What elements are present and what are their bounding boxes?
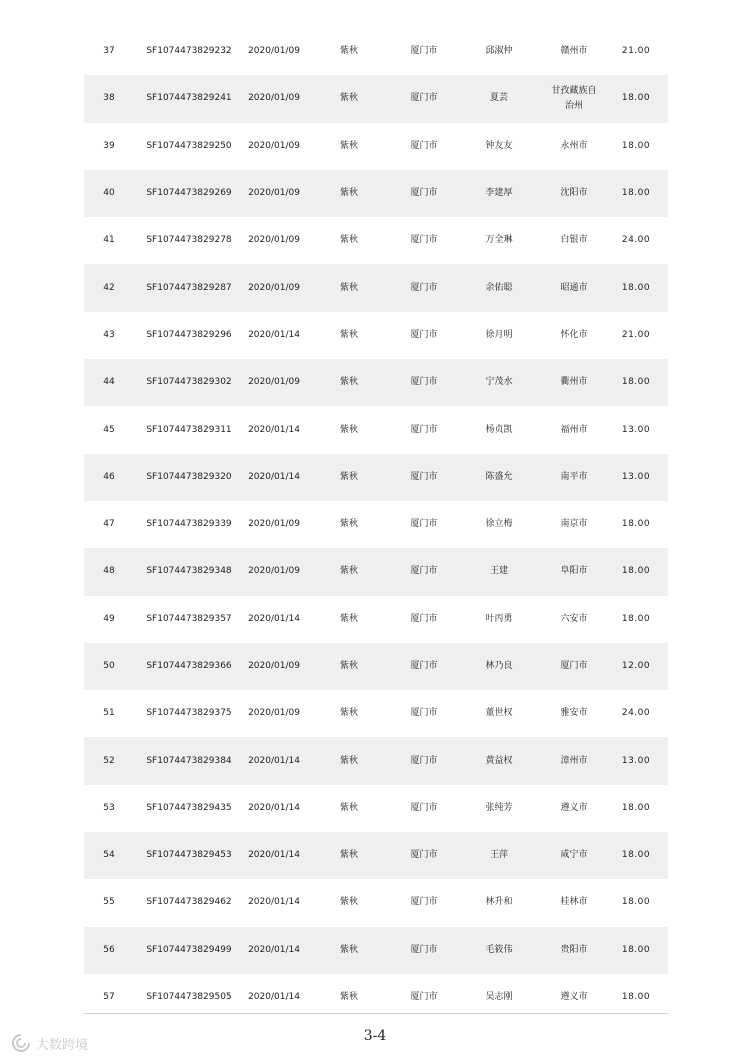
cell-recipient: 林升和 xyxy=(485,897,513,908)
cell-recipient: 黄益权 xyxy=(454,737,544,784)
cell-row-number: 53 xyxy=(103,802,115,813)
cell-amount: 13.00 xyxy=(604,737,668,784)
cell-tracking-number: SF1074473829384 xyxy=(134,737,244,784)
cell-destination-city: 沈阳市 xyxy=(544,170,604,217)
cell-tracking-number: SF1074473829375 xyxy=(146,708,232,719)
cell-origin-city: 厦门市 xyxy=(410,424,438,435)
table-row xyxy=(84,643,668,690)
cell-origin-city: 厦门市 xyxy=(410,140,438,151)
cell-amount: 18.00 xyxy=(621,802,651,813)
cell-ship-date: 2020/01/14 xyxy=(248,613,300,624)
cell-amount: 18.00 xyxy=(604,359,668,406)
cell-ship-date: 2020/01/09 xyxy=(244,359,304,406)
cell-amount: 13.00 xyxy=(621,424,651,435)
table-row xyxy=(84,879,668,926)
table-row xyxy=(84,454,668,501)
cell-origin-city: 厦门市 xyxy=(394,75,454,122)
cell-tracking-number: SF1074473829232 xyxy=(146,46,232,57)
cell-ship-date: 2020/01/09 xyxy=(244,170,304,217)
cell-origin-city: 厦门市 xyxy=(410,329,438,340)
cell-destination-city: 南京市 xyxy=(560,519,588,530)
cell-recipient: 张纯芳 xyxy=(485,802,513,813)
cell-recipient: 毛筱伟 xyxy=(454,927,544,974)
cell-origin-city: 厦门市 xyxy=(410,708,438,719)
cell-destination-city: 怀化市 xyxy=(560,329,588,340)
cell-destination-city: 南平市 xyxy=(544,454,604,501)
cell-origin-city: 厦门市 xyxy=(410,802,438,813)
watermark xyxy=(10,1032,88,1054)
cell-ship-date: 2020/01/09 xyxy=(248,519,300,530)
table-row xyxy=(84,264,668,311)
shipment-table-body xyxy=(84,28,668,1021)
cell-amount: 24.00 xyxy=(621,235,651,246)
cell-origin-city: 厦门市 xyxy=(394,170,454,217)
table-row xyxy=(84,123,668,170)
cell-ship-date: 2020/01/09 xyxy=(244,264,304,311)
cell-amount: 18.00 xyxy=(621,519,651,530)
table-row xyxy=(84,406,668,453)
cell-row-number: 56 xyxy=(84,927,134,974)
cell-recipient: 李建厚 xyxy=(454,170,544,217)
cell-ship-date: 2020/01/09 xyxy=(244,643,304,690)
cell-ship-date: 2020/01/14 xyxy=(244,927,304,974)
table-row xyxy=(84,359,668,406)
table-row xyxy=(84,927,668,974)
watermark-logo-icon xyxy=(10,1032,32,1054)
cell-sender: 紫秋 xyxy=(304,454,394,501)
cell-recipient: 林乃良 xyxy=(454,643,544,690)
cell-origin-city: 厦门市 xyxy=(394,454,454,501)
cell-destination-city: 永州市 xyxy=(560,140,588,151)
cell-row-number: 40 xyxy=(84,170,134,217)
cell-sender: 紫秋 xyxy=(304,927,394,974)
cell-origin-city: 厦门市 xyxy=(394,927,454,974)
cell-amount: 18.00 xyxy=(604,832,668,879)
table-row xyxy=(84,501,668,548)
cell-tracking-number: SF1074473829250 xyxy=(146,140,232,151)
cell-recipient: 邱淑仲 xyxy=(485,46,513,57)
cell-row-number: 42 xyxy=(84,264,134,311)
cell-sender: 紫秋 xyxy=(304,548,394,595)
cell-sender: 紫秋 xyxy=(339,708,358,719)
cell-destination-city: 咸宁市 xyxy=(544,832,604,879)
table-row xyxy=(84,832,668,879)
cell-origin-city: 厦门市 xyxy=(394,548,454,595)
cell-ship-date: 2020/01/14 xyxy=(244,737,304,784)
cell-recipient: 徐立梅 xyxy=(485,519,513,530)
table-bottom-rule xyxy=(84,1013,668,1014)
cell-origin-city: 厦门市 xyxy=(394,832,454,879)
cell-destination-city: 赣州市 xyxy=(560,46,588,57)
cell-destination-city: 遵义市 xyxy=(560,992,588,1003)
cell-tracking-number: SF1074473829453 xyxy=(134,832,244,879)
cell-tracking-number: SF1074473829366 xyxy=(134,643,244,690)
cell-ship-date: 2020/01/14 xyxy=(248,802,300,813)
cell-destination-city: 白银市 xyxy=(560,235,588,246)
cell-tracking-number: SF1074473829269 xyxy=(134,170,244,217)
cell-tracking-number: SF1074473829278 xyxy=(146,235,232,246)
cell-ship-date: 2020/01/09 xyxy=(244,75,304,122)
cell-sender: 紫秋 xyxy=(304,643,394,690)
cell-row-number: 45 xyxy=(103,424,115,435)
cell-recipient: 吴志刚 xyxy=(485,992,513,1003)
table-row xyxy=(84,548,668,595)
cell-row-number: 52 xyxy=(84,737,134,784)
cell-row-number: 50 xyxy=(84,643,134,690)
cell-origin-city: 厦门市 xyxy=(394,359,454,406)
cell-sender: 紫秋 xyxy=(339,46,358,57)
cell-amount: 18.00 xyxy=(621,613,651,624)
cell-destination-city: 遵义市 xyxy=(560,802,588,813)
cell-destination-city: 雅安市 xyxy=(560,708,588,719)
cell-destination-city: 甘孜藏族自治州 xyxy=(544,75,604,122)
cell-row-number: 49 xyxy=(103,613,115,624)
cell-destination-city: 衢州市 xyxy=(544,359,604,406)
cell-recipient: 钟友友 xyxy=(485,140,513,151)
cell-amount: 24.00 xyxy=(621,708,651,719)
cell-sender: 紫秋 xyxy=(339,424,358,435)
cell-sender: 紫秋 xyxy=(339,235,358,246)
cell-recipient: 余佑聪 xyxy=(454,264,544,311)
cell-row-number: 57 xyxy=(103,992,115,1003)
cell-amount: 18.00 xyxy=(604,548,668,595)
cell-ship-date: 2020/01/14 xyxy=(248,424,300,435)
cell-row-number: 48 xyxy=(84,548,134,595)
cell-destination-city: 阜阳市 xyxy=(544,548,604,595)
cell-amount: 13.00 xyxy=(604,454,668,501)
cell-origin-city: 厦门市 xyxy=(394,264,454,311)
cell-tracking-number: SF1074473829348 xyxy=(134,548,244,595)
cell-recipient: 王建 xyxy=(454,548,544,595)
cell-destination-city: 贵阳市 xyxy=(544,927,604,974)
cell-row-number: 41 xyxy=(103,235,115,246)
cell-origin-city: 厦门市 xyxy=(410,992,438,1003)
table-row xyxy=(84,596,668,643)
cell-row-number: 38 xyxy=(84,75,134,122)
cell-tracking-number: SF1074473829241 xyxy=(134,75,244,122)
table-row xyxy=(84,974,668,1021)
table-row xyxy=(84,28,668,75)
cell-ship-date: 2020/01/09 xyxy=(248,235,300,246)
cell-tracking-number: SF1074473829311 xyxy=(146,424,232,435)
cell-sender: 紫秋 xyxy=(304,832,394,879)
cell-destination-city: 六安市 xyxy=(560,613,588,624)
cell-ship-date: 2020/01/09 xyxy=(248,46,300,57)
cell-tracking-number: SF1074473829296 xyxy=(146,329,232,340)
cell-row-number: 46 xyxy=(84,454,134,501)
cell-recipient: 万全琳 xyxy=(485,235,513,246)
cell-tracking-number: SF1074473829435 xyxy=(146,802,232,813)
cell-row-number: 44 xyxy=(84,359,134,406)
cell-tracking-number: SF1074473829499 xyxy=(134,927,244,974)
cell-sender: 紫秋 xyxy=(304,170,394,217)
cell-amount: 18.00 xyxy=(621,992,651,1003)
cell-recipient: 董世权 xyxy=(485,708,513,719)
cell-ship-date: 2020/01/14 xyxy=(248,329,300,340)
cell-origin-city: 厦门市 xyxy=(410,519,438,530)
cell-sender: 紫秋 xyxy=(339,613,358,624)
table-row xyxy=(84,75,668,122)
cell-row-number: 51 xyxy=(103,708,115,719)
cell-amount: 18.00 xyxy=(604,75,668,122)
cell-recipient: 夏芸 xyxy=(454,75,544,122)
shipment-table xyxy=(84,28,668,1021)
cell-origin-city: 厦门市 xyxy=(410,235,438,246)
cell-sender: 紫秋 xyxy=(339,802,358,813)
table-row xyxy=(84,785,668,832)
cell-sender: 紫秋 xyxy=(339,329,358,340)
cell-row-number: 54 xyxy=(84,832,134,879)
cell-amount: 18.00 xyxy=(621,897,651,908)
cell-row-number: 43 xyxy=(103,329,115,340)
cell-ship-date: 2020/01/09 xyxy=(248,708,300,719)
cell-destination-city: 桂林市 xyxy=(560,897,588,908)
cell-ship-date: 2020/01/14 xyxy=(244,454,304,501)
cell-sender: 紫秋 xyxy=(304,737,394,784)
cell-amount: 18.00 xyxy=(604,264,668,311)
cell-sender: 紫秋 xyxy=(304,264,394,311)
cell-tracking-number: SF1074473829339 xyxy=(146,519,232,530)
cell-destination-city: 福州市 xyxy=(560,424,588,435)
table-row xyxy=(84,312,668,359)
cell-amount: 18.00 xyxy=(604,927,668,974)
cell-tracking-number: SF1074473829320 xyxy=(134,454,244,501)
cell-sender: 紫秋 xyxy=(339,992,358,1003)
cell-recipient: 叶丙勇 xyxy=(485,613,513,624)
cell-recipient: 王萍 xyxy=(454,832,544,879)
cell-sender: 紫秋 xyxy=(339,519,358,530)
cell-destination-city: 厦门市 xyxy=(544,643,604,690)
cell-recipient: 陈盛允 xyxy=(454,454,544,501)
cell-ship-date: 2020/01/14 xyxy=(248,897,300,908)
cell-ship-date: 2020/01/09 xyxy=(244,548,304,595)
cell-amount: 21.00 xyxy=(621,329,651,340)
cell-destination-city: 昭通市 xyxy=(544,264,604,311)
cell-sender: 紫秋 xyxy=(304,359,394,406)
table-row xyxy=(84,690,668,737)
cell-origin-city: 厦门市 xyxy=(410,46,438,57)
cell-recipient: 徐月明 xyxy=(485,329,513,340)
cell-tracking-number: SF1074473829287 xyxy=(134,264,244,311)
table-row xyxy=(84,170,668,217)
cell-sender: 紫秋 xyxy=(339,897,358,908)
cell-tracking-number: SF1074473829462 xyxy=(146,897,232,908)
cell-ship-date: 2020/01/09 xyxy=(248,140,300,151)
cell-amount: 12.00 xyxy=(604,643,668,690)
table-row xyxy=(84,217,668,264)
cell-origin-city: 厦门市 xyxy=(410,897,438,908)
cell-origin-city: 厦门市 xyxy=(410,613,438,624)
cell-row-number: 55 xyxy=(103,897,115,908)
cell-tracking-number: SF1074473829505 xyxy=(146,992,232,1003)
cell-ship-date: 2020/01/14 xyxy=(248,992,300,1003)
cell-amount: 21.00 xyxy=(621,46,651,57)
cell-origin-city: 厦门市 xyxy=(394,737,454,784)
cell-row-number: 47 xyxy=(103,519,115,530)
cell-destination-city: 漳州市 xyxy=(544,737,604,784)
cell-recipient: 宁茂水 xyxy=(454,359,544,406)
cell-origin-city: 厦门市 xyxy=(394,643,454,690)
cell-sender: 紫秋 xyxy=(304,75,394,122)
cell-amount: 18.00 xyxy=(621,140,651,151)
watermark-text: 大数跨境 xyxy=(36,1037,89,1053)
table-row xyxy=(84,737,668,784)
cell-row-number: 39 xyxy=(103,140,115,151)
cell-tracking-number: SF1074473829357 xyxy=(146,613,232,624)
page-number: 3-4 xyxy=(363,1028,387,1044)
cell-sender: 紫秋 xyxy=(339,140,358,151)
cell-ship-date: 2020/01/14 xyxy=(244,832,304,879)
cell-tracking-number: SF1074473829302 xyxy=(134,359,244,406)
cell-row-number: 37 xyxy=(103,46,115,57)
cell-amount: 18.00 xyxy=(604,170,668,217)
cell-recipient: 杨贞凯 xyxy=(485,424,513,435)
